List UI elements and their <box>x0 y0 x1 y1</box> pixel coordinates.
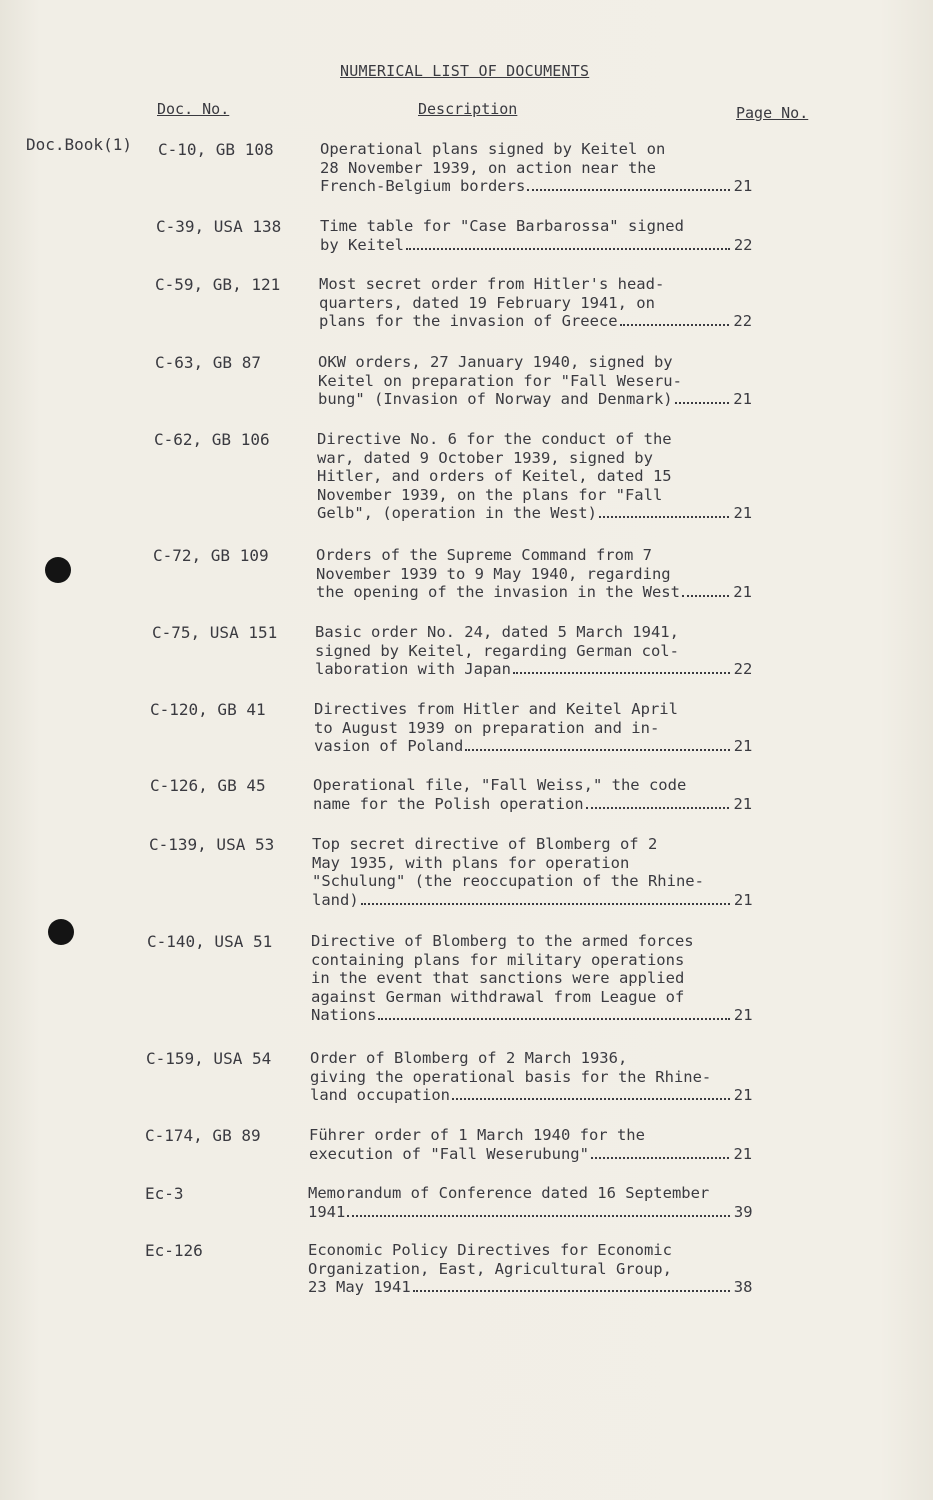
page-number: 22 <box>733 235 753 254</box>
description-line <box>316 565 772 584</box>
description-text: Nations <box>311 1006 377 1025</box>
doc-number: C-63, GB 87 <box>155 353 261 372</box>
description-line <box>319 312 772 331</box>
description-text: the opening of the invasion in the West <box>316 583 680 602</box>
page-number: 39 <box>733 1202 753 1221</box>
description-line <box>310 1086 772 1105</box>
description-line <box>310 1068 772 1087</box>
description-line <box>320 236 772 255</box>
doc-description <box>314 700 772 756</box>
page-number: 21 <box>733 1144 753 1163</box>
dot-leader <box>599 516 730 518</box>
description-line <box>314 719 772 738</box>
description-line <box>308 1184 772 1203</box>
description-line <box>315 642 772 661</box>
doc-description <box>315 623 772 679</box>
description-line <box>315 623 772 642</box>
description-line <box>308 1241 772 1260</box>
column-header-page-no: Page No. <box>736 104 809 122</box>
doc-description <box>318 353 772 409</box>
dot-leader <box>406 248 730 250</box>
description-line <box>317 449 772 468</box>
doc-description <box>310 1049 772 1105</box>
description-text: Operational file, "Fall Weiss," the code <box>313 776 687 794</box>
doc-description <box>317 430 772 523</box>
description-line <box>319 275 772 294</box>
page-number: 21 <box>733 737 753 756</box>
description-line <box>317 467 772 486</box>
description-line <box>317 430 772 449</box>
doc-number: C-140, USA 51 <box>147 932 273 951</box>
doc-number: C-159, USA 54 <box>146 1049 272 1068</box>
description-line <box>308 1278 772 1297</box>
dot-leader <box>620 324 730 326</box>
doc-number: Ec-126 <box>145 1241 203 1260</box>
doc-number: C-139, USA 53 <box>149 835 275 854</box>
description-text: containing plans for military operations <box>311 950 685 969</box>
description-text: land) <box>312 890 359 909</box>
description-text: May 1935, with plans for operation <box>312 853 630 872</box>
description-text: Time table for "Case Barbarossa" signed <box>320 217 684 235</box>
description-text: Directive of Blomberg to the armed forces <box>311 932 694 950</box>
description-line <box>311 988 772 1007</box>
column-header-description: Description <box>418 100 518 118</box>
doc-number: C-120, GB 41 <box>150 700 266 719</box>
doc-number: C-72, GB 109 <box>153 546 269 565</box>
description-text: OKW orders, 27 January 1940, signed by <box>318 353 673 371</box>
dot-leader <box>361 903 730 905</box>
description-line <box>314 700 772 719</box>
doc-description <box>308 1241 772 1297</box>
description-text: laboration with Japan <box>315 660 511 679</box>
page-number: 22 <box>733 660 753 679</box>
description-line <box>320 140 772 159</box>
description-line <box>312 854 772 873</box>
doc-description <box>309 1126 772 1163</box>
dot-leader <box>675 402 730 404</box>
doc-description <box>312 835 772 909</box>
punch-hole-top <box>45 557 71 583</box>
doc-number: C-62, GB 106 <box>154 430 270 449</box>
description-text: "Schulung" (the reoccupation of the Rhine- <box>312 872 704 891</box>
description-text: November 1939, on the plans for "Fall <box>317 485 663 504</box>
description-line <box>312 872 772 891</box>
page-number: 22 <box>733 312 753 331</box>
description-line <box>320 159 772 178</box>
description-text: Keitel on preparation for "Fall Weseru- <box>318 371 682 390</box>
page-number: 21 <box>733 177 753 196</box>
description-line <box>320 217 772 236</box>
doc-number: C-59, GB, 121 <box>155 275 281 294</box>
description-text: bung" (Invasion of Norway and Denmark) <box>318 390 673 409</box>
description-line <box>308 1203 772 1222</box>
description-text: Top secret directive of Blomberg of 2 <box>312 835 658 853</box>
description-line <box>311 932 772 951</box>
doc-number: C-39, USA 138 <box>156 217 282 236</box>
dot-leader <box>413 1290 730 1292</box>
description-line <box>311 1006 772 1025</box>
description-text: French-Belgium borders <box>320 177 526 196</box>
description-line <box>311 969 772 988</box>
description-text: Hitler, and orders of Keitel, dated 15 <box>317 467 672 486</box>
description-text: November 1939 to 9 May 1940, regarding <box>316 564 671 583</box>
page-number: 21 <box>733 583 752 602</box>
doc-description <box>308 1184 772 1221</box>
description-line <box>317 486 772 505</box>
description-text: vasion of Poland <box>314 737 464 756</box>
description-text: 1941 <box>308 1202 346 1221</box>
description-text: Orders of the Supreme Command from 7 <box>316 546 652 564</box>
dot-leader <box>465 749 729 751</box>
page-number: 21 <box>733 1006 753 1025</box>
description-line <box>319 294 772 313</box>
description-text: name for the Polish operation <box>313 794 584 813</box>
page-number: 21 <box>733 890 753 909</box>
description-text: Most secret order from Hitler's head- <box>319 275 665 293</box>
page-number: 21 <box>733 1086 753 1105</box>
description-line <box>317 504 772 523</box>
description-line <box>320 177 772 196</box>
description-line <box>314 737 772 756</box>
description-text: quarters, dated 19 February 1941, on <box>319 293 655 312</box>
description-text: 23 May 1941 <box>308 1278 411 1297</box>
description-line <box>311 951 772 970</box>
description-text: Order of Blomberg of 2 March 1936, <box>310 1049 628 1067</box>
description-text: Basic order No. 24, dated 5 March 1941, <box>315 623 679 641</box>
description-line <box>310 1049 772 1068</box>
description-line <box>309 1145 772 1164</box>
description-text: land occupation <box>310 1086 450 1105</box>
description-line <box>309 1126 772 1145</box>
description-text: Gelb", (operation in the West) <box>317 504 597 523</box>
description-text: giving the operational basis for the Rhine- <box>310 1067 712 1086</box>
doc-number: C-75, USA 151 <box>152 623 278 642</box>
description-line <box>313 795 772 814</box>
page-number: 21 <box>733 794 753 813</box>
description-text: plans for the invasion of Greece <box>319 312 618 331</box>
description-text: war, dated 9 October 1939, signed by <box>317 448 653 467</box>
doc-description <box>313 776 772 813</box>
dot-leader <box>591 1157 730 1159</box>
description-text: signed by Keitel, regarding German col- <box>315 641 679 660</box>
description-line <box>318 372 772 391</box>
dot-leader <box>452 1098 730 1100</box>
dot-leader <box>527 189 729 191</box>
dot-leader <box>682 595 729 597</box>
description-text: execution of "Fall Weserubung" <box>309 1144 589 1163</box>
doc-description <box>320 217 772 254</box>
description-text: to August 1939 on preparation and in- <box>314 718 660 737</box>
description-line <box>318 390 772 409</box>
doc-description <box>311 932 772 1025</box>
description-line <box>308 1260 772 1279</box>
dot-leader <box>347 1215 730 1217</box>
dot-leader <box>586 807 730 809</box>
description-text: Führer order of 1 March 1940 for the <box>309 1126 645 1144</box>
description-text: Organization, East, Agricultural Group, <box>308 1259 672 1278</box>
page-number: 38 <box>733 1278 753 1297</box>
doc-number: C-126, GB 45 <box>150 776 266 795</box>
page-number: 21 <box>733 504 753 523</box>
column-header-doc-no: Doc. No. <box>157 100 230 118</box>
description-text: Memorandum of Conference dated 16 September <box>308 1184 710 1202</box>
page-number: 21 <box>733 390 752 409</box>
doc-number: C-174, GB 89 <box>145 1126 261 1145</box>
description-text: against German withdrawal from League of <box>311 987 685 1006</box>
description-line <box>316 546 772 565</box>
dot-leader <box>378 1018 730 1020</box>
description-line <box>318 353 772 372</box>
doc-number: C-10, GB 108 <box>158 140 274 159</box>
description-line <box>312 891 772 910</box>
description-text: by Keitel <box>320 235 404 254</box>
doc-description <box>319 275 772 331</box>
doc-description <box>320 140 772 196</box>
description-text: Economic Policy Directives for Economic <box>308 1241 672 1259</box>
doc-description <box>316 546 772 602</box>
description-line <box>315 660 772 679</box>
book-label: Doc.Book(1) <box>26 135 132 154</box>
description-text: 28 November 1939, on action near the <box>320 158 656 177</box>
punch-hole-bottom <box>48 919 74 945</box>
description-text: Directives from Hitler and Keitel April <box>314 700 678 718</box>
description-text: Operational plans signed by Keitel on <box>320 140 666 158</box>
description-line <box>312 835 772 854</box>
description-text: Directive No. 6 for the conduct of the <box>317 430 672 448</box>
dot-leader <box>513 672 730 674</box>
description-line <box>313 776 772 795</box>
description-text: in the event that sanctions were applied <box>311 969 685 988</box>
page-title: NUMERICAL LIST OF DOCUMENTS <box>340 62 590 80</box>
doc-number: Ec-3 <box>145 1184 184 1203</box>
description-line <box>316 583 772 602</box>
